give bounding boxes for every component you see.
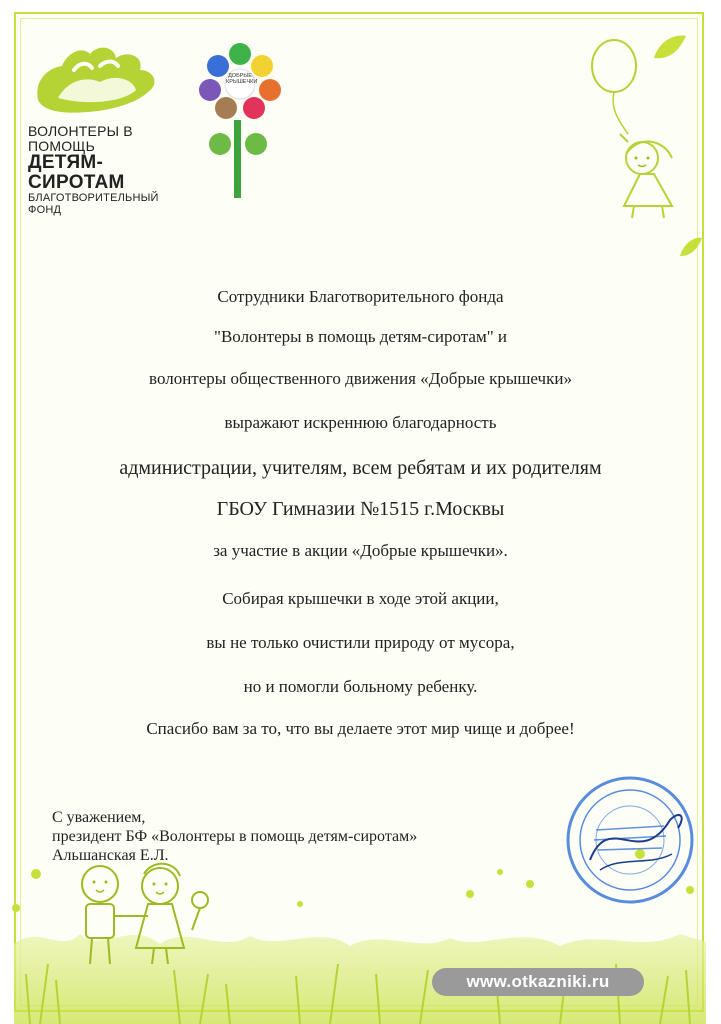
leaf-icon (676, 232, 706, 262)
signature-greeting: С уважением, (52, 809, 146, 826)
letter-line-recipients: администрации, учителям, всем ребятам и их родителям (119, 457, 602, 479)
letter-line-2: "Волонтеры в помощь детям-сиротам" и (214, 327, 507, 346)
letter-line-10: но и помогли больному ребенку. (243, 677, 478, 696)
signature-title: президент БФ «Волонтеры в помощь детям-сиротам» (52, 828, 418, 845)
letter-line-11: Спасибо вам за то, что вы делаете этот мир чище и добрее! (146, 719, 575, 738)
logo-line-2: ДЕТЯМ-СИРОТАМ (28, 152, 125, 194)
stamp-seal-icon (560, 770, 700, 910)
foundation-logo (28, 40, 178, 216)
flower-logo-label: ДОБРЫЕ КРЫШЕЧКИ (226, 73, 258, 86)
signature-name: Альшанская Е.Л. (52, 847, 169, 864)
kids-icon (60, 860, 210, 970)
hands-icon (28, 40, 168, 118)
logo-line-3: БЛАГОТВОРИТЕЛЬНЫЙ ФОНД (28, 192, 159, 216)
letter-line-9: вы не только очистили природу от мусора, (206, 633, 515, 652)
leaf-icon (650, 28, 690, 68)
signature-block (52, 808, 417, 865)
flower-logo-icon (196, 40, 286, 200)
letter-line-1: Сотрудники Благотворительного фонда (217, 287, 504, 306)
letter-line-3: волонтеры общественного движения «Добрые крышечки» (149, 369, 572, 388)
letter-line-7: за участие в акции «Добрые крышечки». (213, 541, 508, 560)
letter-line-school: ГБОУ Гимназии №1515 г.Москвы (216, 498, 505, 520)
logo-line-1: ВОЛОНТЕРЫ В ПОМОЩЬ (28, 123, 133, 154)
letter-line-4: выражают искреннюю благодарность (224, 413, 497, 432)
website-link[interactable]: www.otkazniki.ru (432, 968, 644, 996)
letter-line-8: Собирая крышечки в ходе этой акции, (222, 589, 499, 608)
